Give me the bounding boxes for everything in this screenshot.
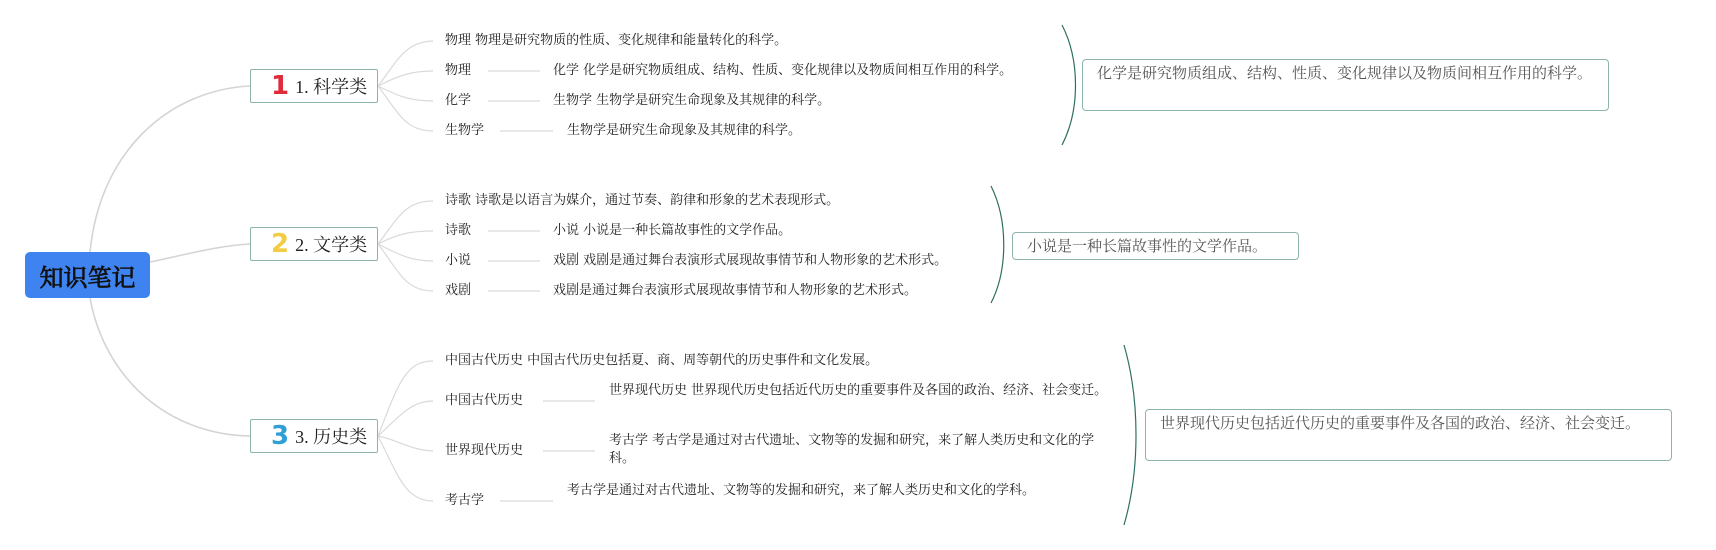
connector-root-science [90, 86, 250, 252]
branch-title: 2. 文学类 [295, 235, 368, 255]
branch-science[interactable] [250, 69, 378, 103]
root-node[interactable] [25, 252, 150, 298]
connector-root-literature [150, 244, 250, 262]
topic-detail[interactable]: 化学 化学是研究物质组成、结构、性质、变化规律以及物质间相互作用的科学。 [553, 63, 1013, 78]
topic-label[interactable]: 物理 [445, 63, 472, 78]
number-one-icon: 1 [271, 71, 290, 101]
branch-title: 3. 历史类 [295, 427, 368, 447]
summary-box-history[interactable]: 世界现代历史包括近代历史的重要事件及各国的政治、经济、社会变迁。 [1145, 409, 1672, 461]
topic-detail[interactable]: 生物学 生物学是研究生命现象及其规律的科学。 [553, 93, 831, 108]
branch-history[interactable] [250, 419, 378, 453]
topic-chinese-history-definition[interactable]: 中国古代历史 中国古代历史包括夏、商、周等朝代的历史事件和文化发展。 [445, 353, 879, 368]
number-three-icon: 3 [271, 421, 290, 451]
topic-detail[interactable]: 戏剧是通过舞台表演形式展现故事情节和人物形象的艺术形式。 [553, 283, 918, 298]
topic-detail[interactable]: 世界现代历史 世界现代历史包括近代历史的重要事件及各国的政治、经济、社会变迁。 [609, 383, 1108, 398]
topic-label[interactable]: 中国古代历史 [445, 393, 524, 408]
topic-physics-definition[interactable]: 物理 物理是研究物质的性质、变化规律和能量转化的科学。 [445, 33, 788, 48]
summary-bracket-literature [991, 186, 1004, 303]
topic-poetry-definition[interactable]: 诗歌 诗歌是以语言为媒介，通过节奏、韵律和形象的艺术表现形式。 [445, 193, 840, 208]
branch-literature[interactable] [250, 227, 378, 261]
connector-root-history [90, 298, 250, 436]
topic-label[interactable]: 考古学 [445, 493, 485, 508]
topic-label[interactable]: 世界现代历史 [445, 443, 524, 458]
topic-label[interactable]: 小说 [445, 253, 472, 268]
topic-detail[interactable]: 戏剧 戏剧是通过舞台表演形式展现故事情节和人物形象的艺术形式。 [553, 253, 948, 268]
number-two-icon: 2 [271, 229, 290, 259]
topic-detail[interactable]: 小说 小说是一种长篇故事性的文学作品。 [553, 223, 792, 238]
topic-detail[interactable]: 生物学是研究生命现象及其规律的科学。 [567, 123, 802, 138]
summary-bracket-history [1124, 345, 1136, 525]
branch-title: 1. 科学类 [295, 77, 368, 97]
topic-detail[interactable]: 考古学是通过对古代遗址、文物等的发掘和研究，来了解人类历史和文化的学科。 [567, 483, 1036, 498]
summary-box-science[interactable]: 化学是研究物质组成、结构、性质、变化规律以及物质间相互作用的科学。 [1082, 59, 1609, 111]
root-title: 知识笔记 [39, 263, 136, 292]
topic-label[interactable]: 诗歌 [445, 223, 472, 238]
summary-box-literature[interactable]: 小说是一种长篇故事性的文学作品。 [1012, 232, 1299, 260]
topic-label[interactable]: 化学 [445, 93, 472, 108]
topic-detail[interactable]: 考古学 考古学是通过对古代遗址、文物等的发掘和研究，来了解人类历史和文化的学科。 [609, 433, 1095, 466]
summary-bracket-science [1062, 25, 1076, 145]
topic-label[interactable]: 生物学 [445, 123, 485, 138]
topic-label[interactable]: 戏剧 [445, 283, 472, 298]
